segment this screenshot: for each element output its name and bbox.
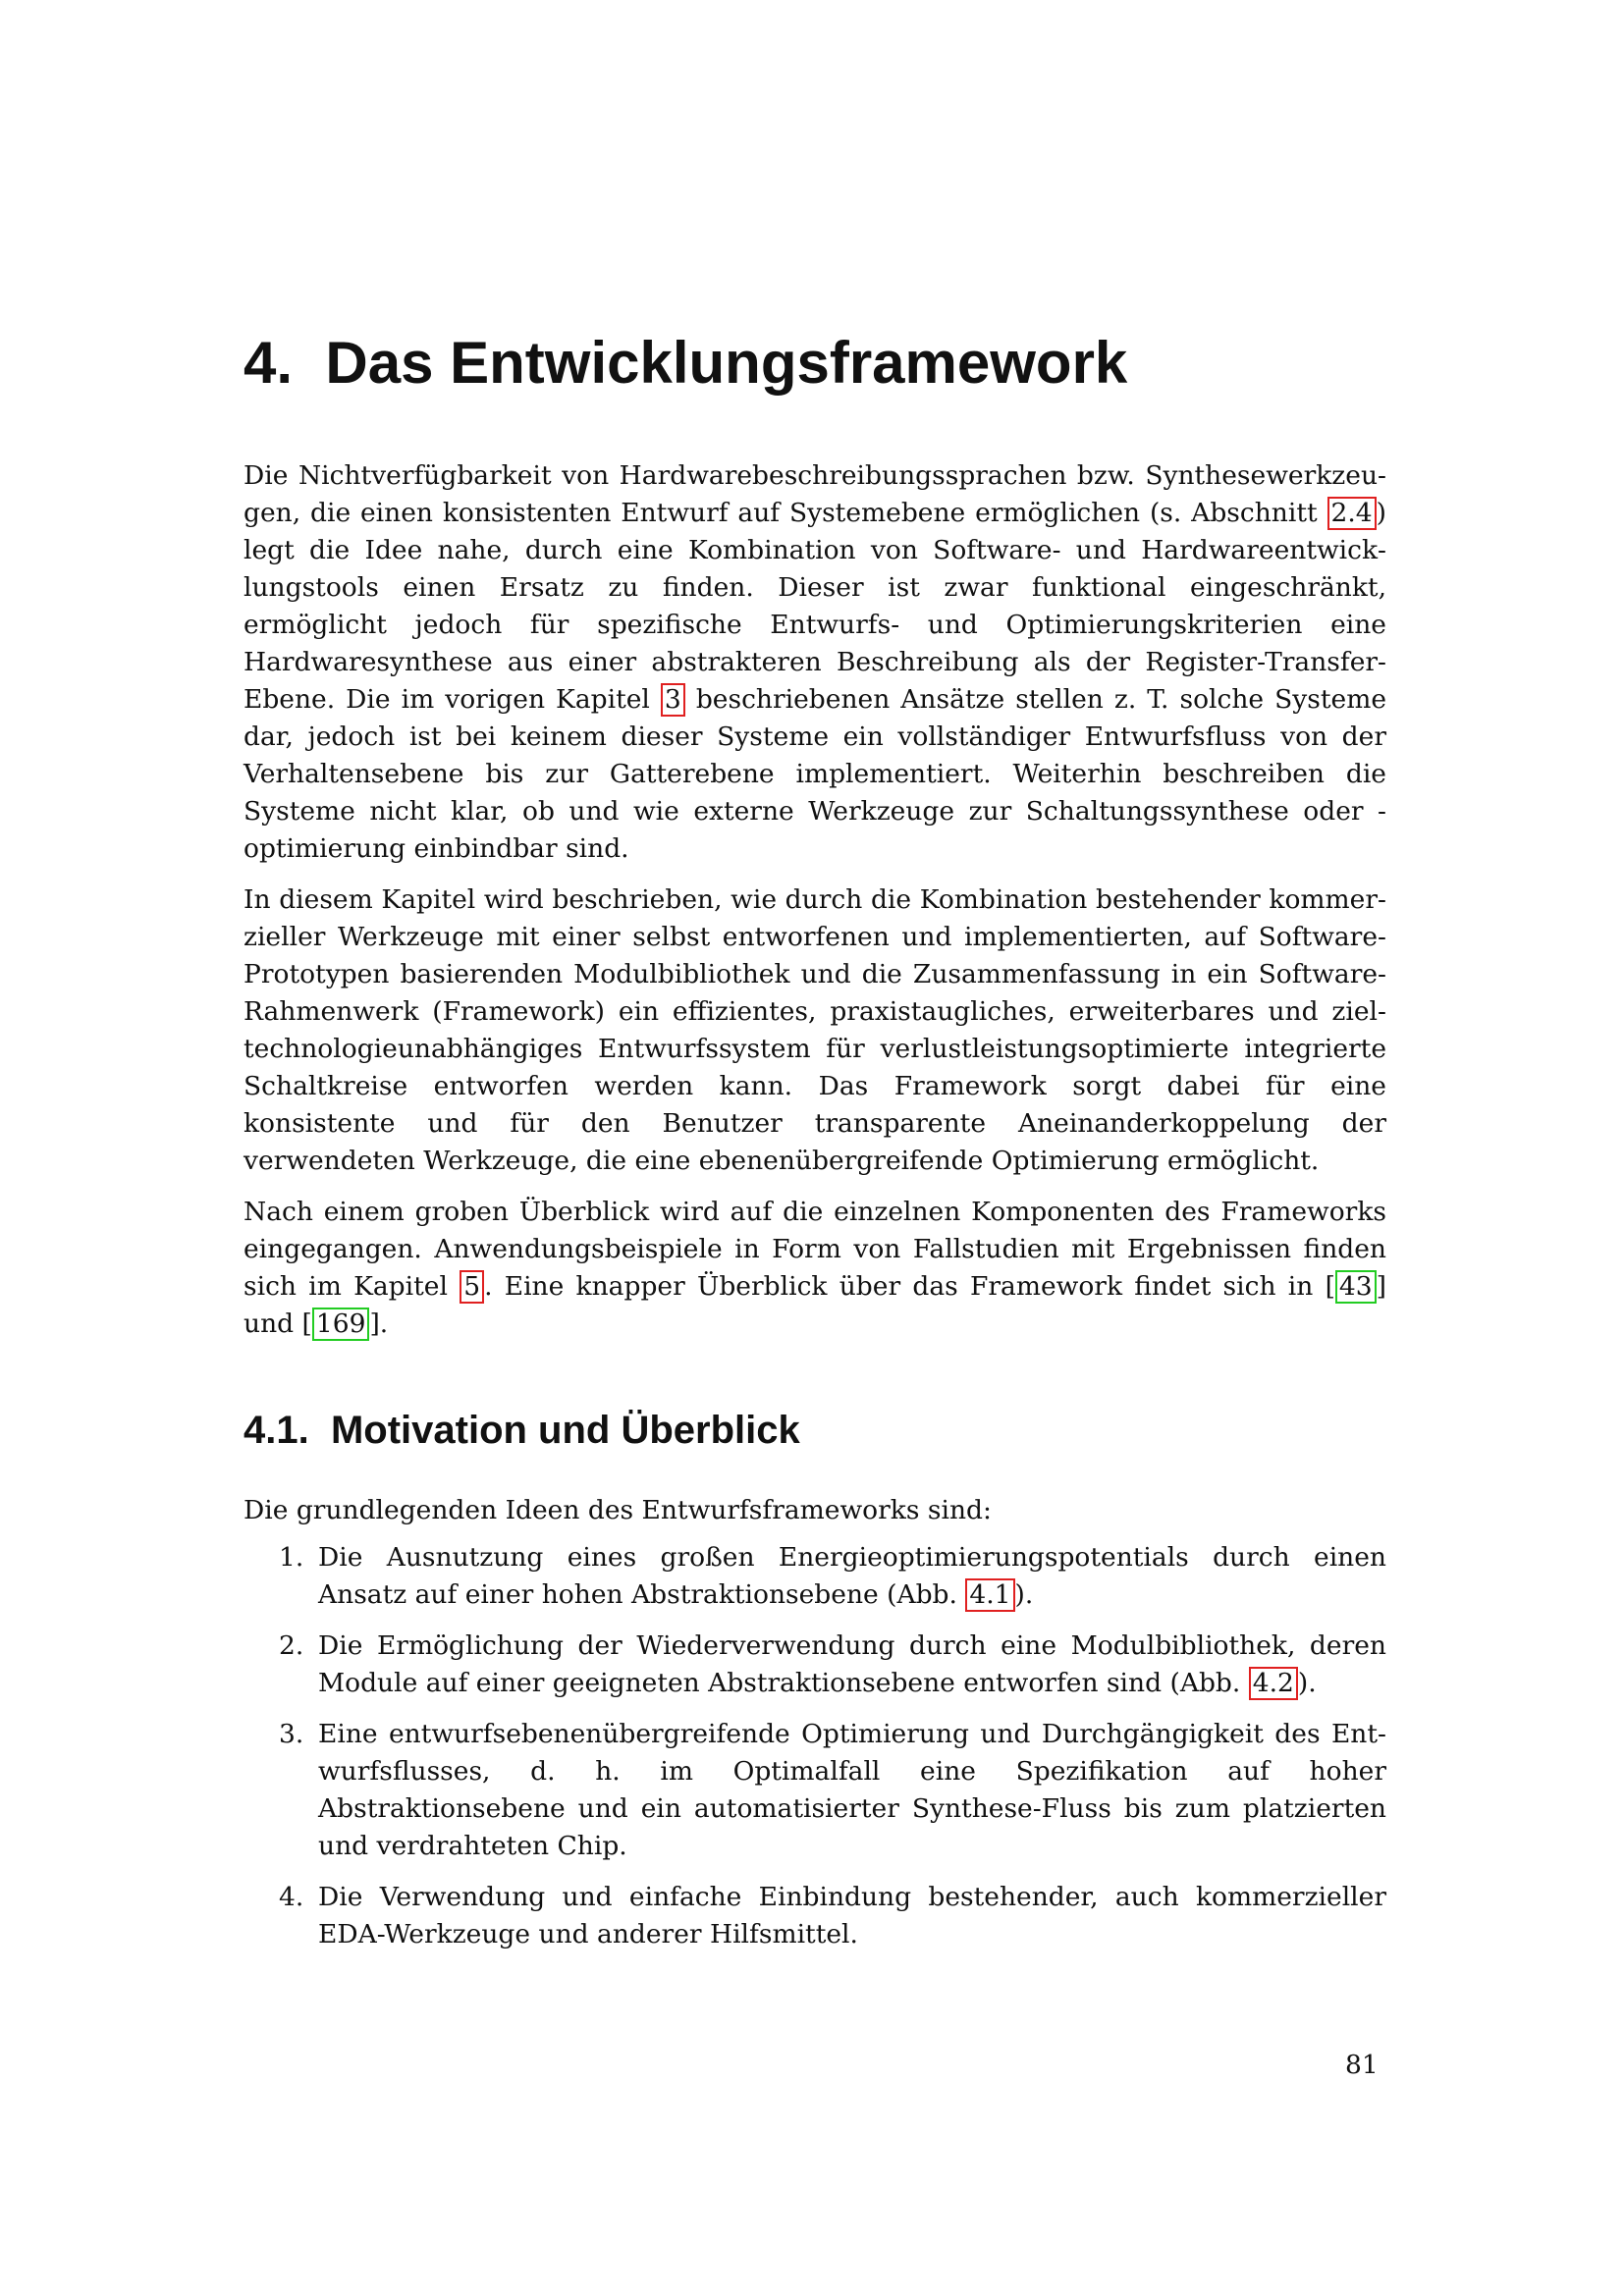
chapter-title-text: Das Entwicklungsframework bbox=[325, 330, 1128, 396]
section-title-text: Motivation und Überblick bbox=[330, 1409, 800, 1452]
chapter-title bbox=[244, 324, 1386, 402]
text-run: . Eine knapper Überblick über das Framework findet sich in [ bbox=[484, 1271, 1335, 1302]
citation-169[interactable]: 169 bbox=[312, 1308, 370, 1341]
chapter-number: 4. bbox=[244, 330, 294, 396]
section-title bbox=[244, 1406, 1386, 1455]
text-run: ). bbox=[1014, 1579, 1034, 1610]
citation-43[interactable]: 43 bbox=[1335, 1270, 1377, 1304]
text-run: ) legt die Idee nahe, durch eine Kombination von Software- und Hardwareentwicklungstools einen Ersatz zu finden. Dieser ist zwar funktional eingeschränkt, ermöglicht jedoch für spezifische Entwurfs- und Optimierungskriterien eine Hardwaresynthese aus einer abstrakteren Beschreibung als der Register-Transfer-Ebene. Die im vorigen Kapitel bbox=[244, 498, 1386, 715]
link-figure-4-2[interactable]: 4.2 bbox=[1249, 1667, 1298, 1700]
ideas-list bbox=[244, 1539, 1386, 1953]
link-chapter-5[interactable]: 5 bbox=[460, 1270, 484, 1304]
text-run: Nach einem groben Überblick wird auf die einzelnen Komponenten des Frameworks eingegangen. Anwendungsbeispiele in Form von Fallstudien mit Ergebnissen finden sich im Kapitel bbox=[244, 1197, 1386, 1302]
list-number: 2. bbox=[279, 1630, 304, 1661]
intro-paragraph-3 bbox=[244, 1194, 1386, 1343]
list-item bbox=[244, 1539, 1386, 1614]
list-number: 1. bbox=[279, 1542, 304, 1573]
list-item bbox=[244, 1879, 1386, 1953]
text-run: Die Nichtverfügbarkeit von Hardwarebeschreibungssprachen bzw. Synthesewerkzeugen, die einen konsistenten Entwurf auf Systemebene ermöglichen (s. Abschnitt bbox=[244, 460, 1386, 528]
link-figure-4-1[interactable]: 4.1 bbox=[965, 1578, 1014, 1612]
text-run: Die Verwendung und einfache Einbindung bestehender, auch kommerzieller EDA-Werkzeuge und anderer Hilfsmittel. bbox=[318, 1882, 1386, 1949]
page-body bbox=[244, 324, 1386, 1967]
text-run: beschriebenen Ansätze stellen z. T. solche Systeme dar, jedoch ist bei keinem dieser Systeme ein vollständiger Entwurfsfluss von der Verhaltensebene bis zur Gatterebene implementiert. Weiterhin beschreiben die Systeme nicht klar, ob und wie externe Werkzeuge zur Schaltungssynthese oder -optimierung einbindbar sind. bbox=[244, 684, 1387, 864]
text-run: ]. bbox=[369, 1308, 389, 1339]
text-run: Eine entwurfsebenenübergreifende Optimierung und Durchgängigkeit des Entwurfsflusses, d. h. im Optimalfall eine Spezifikation auf hoher Abstraktionsebene und ein automatisierter Synthese-Fluss bis zum platzierten und verdrahteten Chip. bbox=[318, 1719, 1386, 1861]
link-section-2-4[interactable]: 2.4 bbox=[1327, 497, 1377, 530]
list-number: 4. bbox=[279, 1882, 304, 1912]
text-run: Die Ermöglichung der Wiederverwendung durch eine Modulbibliothek, deren Module auf einer geeigneten Abstraktionsebene entworfen sind (Abb. bbox=[318, 1630, 1386, 1698]
intro-paragraph-1 bbox=[244, 457, 1386, 868]
list-item bbox=[244, 1628, 1386, 1702]
list-item bbox=[244, 1716, 1386, 1865]
text-run: ). bbox=[1297, 1668, 1317, 1698]
intro-paragraph-2: In diesem Kapitel wird beschrieben, wie durch die Kombination bestehender kommerzieller Werkzeuge mit einer selbst entworfenen und implementierten, auf Software-Prototypen basierenden Modulbibliothek und die Zusammenfassung in ein Software-Rahmenwerk (Framework) ein effizientes, praxistaugliches, erweiterbares und zieltechnologieunabhängiges Entwurfssystem für verlustleistungsoptimierte integrierte Schaltkreise entworfen werden kann. Das Framework sorgt dabei für eine konsistente und für den Benutzer transparente Aneinanderkoppelung der verwendeten Werkzeuge, die eine ebenenübergreifende Optimierung ermöglicht. bbox=[244, 884, 1386, 1176]
page-number: 81 bbox=[1345, 2050, 1379, 2080]
section-lead: Die grundlegenden Ideen des Entwurfsframeworks sind: bbox=[244, 1495, 992, 1525]
text-run: ] und [ bbox=[244, 1271, 1386, 1339]
list-number: 3. bbox=[279, 1719, 304, 1749]
section-number: 4.1. bbox=[244, 1409, 309, 1452]
link-chapter-3[interactable]: 3 bbox=[661, 683, 685, 717]
text-run: Die Ausnutzung eines großen Energieoptimierungspotentials durch einen Ansatz auf einer hohen Abstraktionsebene (Abb. bbox=[318, 1542, 1386, 1610]
